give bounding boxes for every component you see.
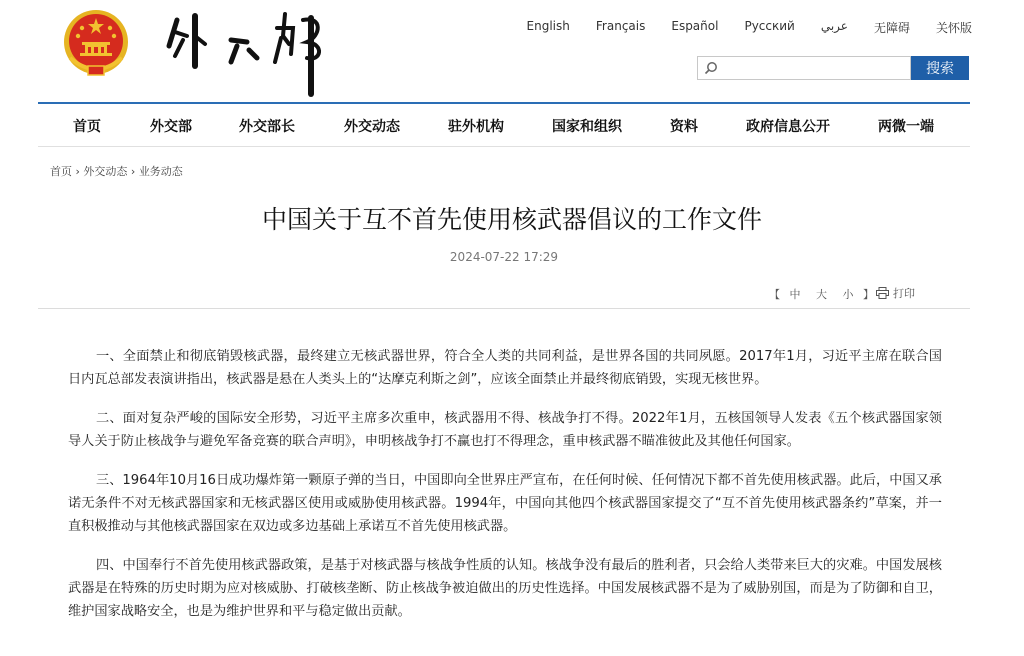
article-paragraph-2: 二、面对复杂严峻的国际安全形势，习近平主席多次重申，核武器用不得、核战争打不得。2022年1月，五核国领导人发表《五个核武器国家领导人关于防止核战争与避免军备竞赛的联合声明》，申明核战争打不赢也打不得理念，重申核武器不瞄准彼此及其他任何国家。 [68,411,942,449]
breadcrumb-diplomatic-news[interactable]: 外交动态 [83,165,128,178]
national-emblem-icon[interactable] [62,8,130,78]
lang-english-link[interactable]: English [526,19,570,33]
accessibility-link[interactable]: 无障碍 [873,21,910,35]
nav-item-home[interactable]: 首页 [73,119,101,135]
font-tools-open-bracket: 【 [769,288,780,301]
nav-item-minister[interactable]: 外交部长 [239,119,295,135]
content-divider [38,308,970,309]
breadcrumb-separator: › [72,165,84,178]
publish-date: 2024-07-22 17:29 [449,250,559,264]
search-bar [697,56,969,80]
article-paragraph-3: 三、1964年10月16日成功爆炸第一颗原子弹的当日，中国即向全世界庄严宣布，在任何时候、任何情况下都不首先使用核武器。此后，中国又承诺无条件不对无核武器国家和无核武器区使用或威胁使用核武器。1994年，中国向其他四个核武器国家提交了“互不首先使用核武器条约”草案，并一直积极推动与其他核武器国家在双边或多边基础上承诺互不首先使用核武器。 [68,473,942,534]
article-title: 中国关于互不首先使用核武器倡议的工作文件 [261,205,762,234]
nav-item-social-apps[interactable]: 两微一端 [878,119,934,135]
print-button[interactable] [876,285,915,301]
print-label: 打印 [893,287,915,300]
lang-french-link[interactable]: Français [595,19,646,33]
article-paragraph-4: 四、中国奉行不首先使用核武器政策，是基于对核武器与核战争性质的认知。核战争没有最后的胜利者，只会给人类带来巨大的灾难。中国发展核武器是在特殊的历史时期为应对核威胁、打破核垄断、防止核战争被迫做出的历史性选择。中国发展核武器不是为了威胁别国，而是为了防御和自卫，维护国家战略安全，也是为维护世界和平与稳定做出贡献。 [68,558,942,619]
font-size-small-button[interactable]: 小 [842,288,854,301]
main-nav [38,104,970,147]
nav-item-diplomatic-news[interactable]: 外交动态 [344,119,400,135]
article-body [68,345,942,639]
elder-care-mode-link[interactable]: 关怀版 [935,21,972,35]
search-box [697,56,911,80]
font-size-large-button[interactable]: 大 [816,288,827,301]
nav-item-government-info[interactable]: 政府信息公开 [746,119,830,135]
font-size-tools [769,286,874,302]
lang-russian-link[interactable]: Русский [744,19,795,33]
site-header [0,0,1024,104]
nav-item-resources[interactable]: 资料 [670,119,698,135]
font-tools-close-bracket: 】 [863,288,874,301]
breadcrumb-business-news[interactable]: 业务动态 [138,165,183,178]
breadcrumb-home[interactable]: 首页 [50,165,72,178]
breadcrumb-separator: › [127,165,139,178]
font-size-medium-button[interactable]: 中 [789,288,801,301]
lang-spanish-link[interactable]: Español [671,19,719,33]
language-bar [501,19,972,36]
lang-arabic-link[interactable]: عربي [820,19,848,33]
search-input[interactable] [722,59,910,79]
article-paragraph-1: 一、全面禁止和彻底销毁核武器，最终建立无核武器世界，符合全人类的共同利益，是世界各国的共同夙愿。2017年1月，习近平主席在联合国日内瓦总部发表演讲指出，核武器是悬在人类头上的“达摩克利斯之剑”，应该全面禁止并最终彻底销毁，实现无核世界。 [68,349,942,387]
search-button[interactable]: 搜索 [911,56,969,80]
search-icon [704,61,718,75]
nav-item-missions-abroad[interactable]: 驻外机构 [448,119,504,135]
nav-item-ministry[interactable]: 外交部 [150,119,192,135]
ministry-logo[interactable] [165,6,335,98]
printer-icon [876,287,889,299]
breadcrumb [50,163,183,179]
nav-item-countries-organizations[interactable]: 国家和组织 [552,119,622,135]
